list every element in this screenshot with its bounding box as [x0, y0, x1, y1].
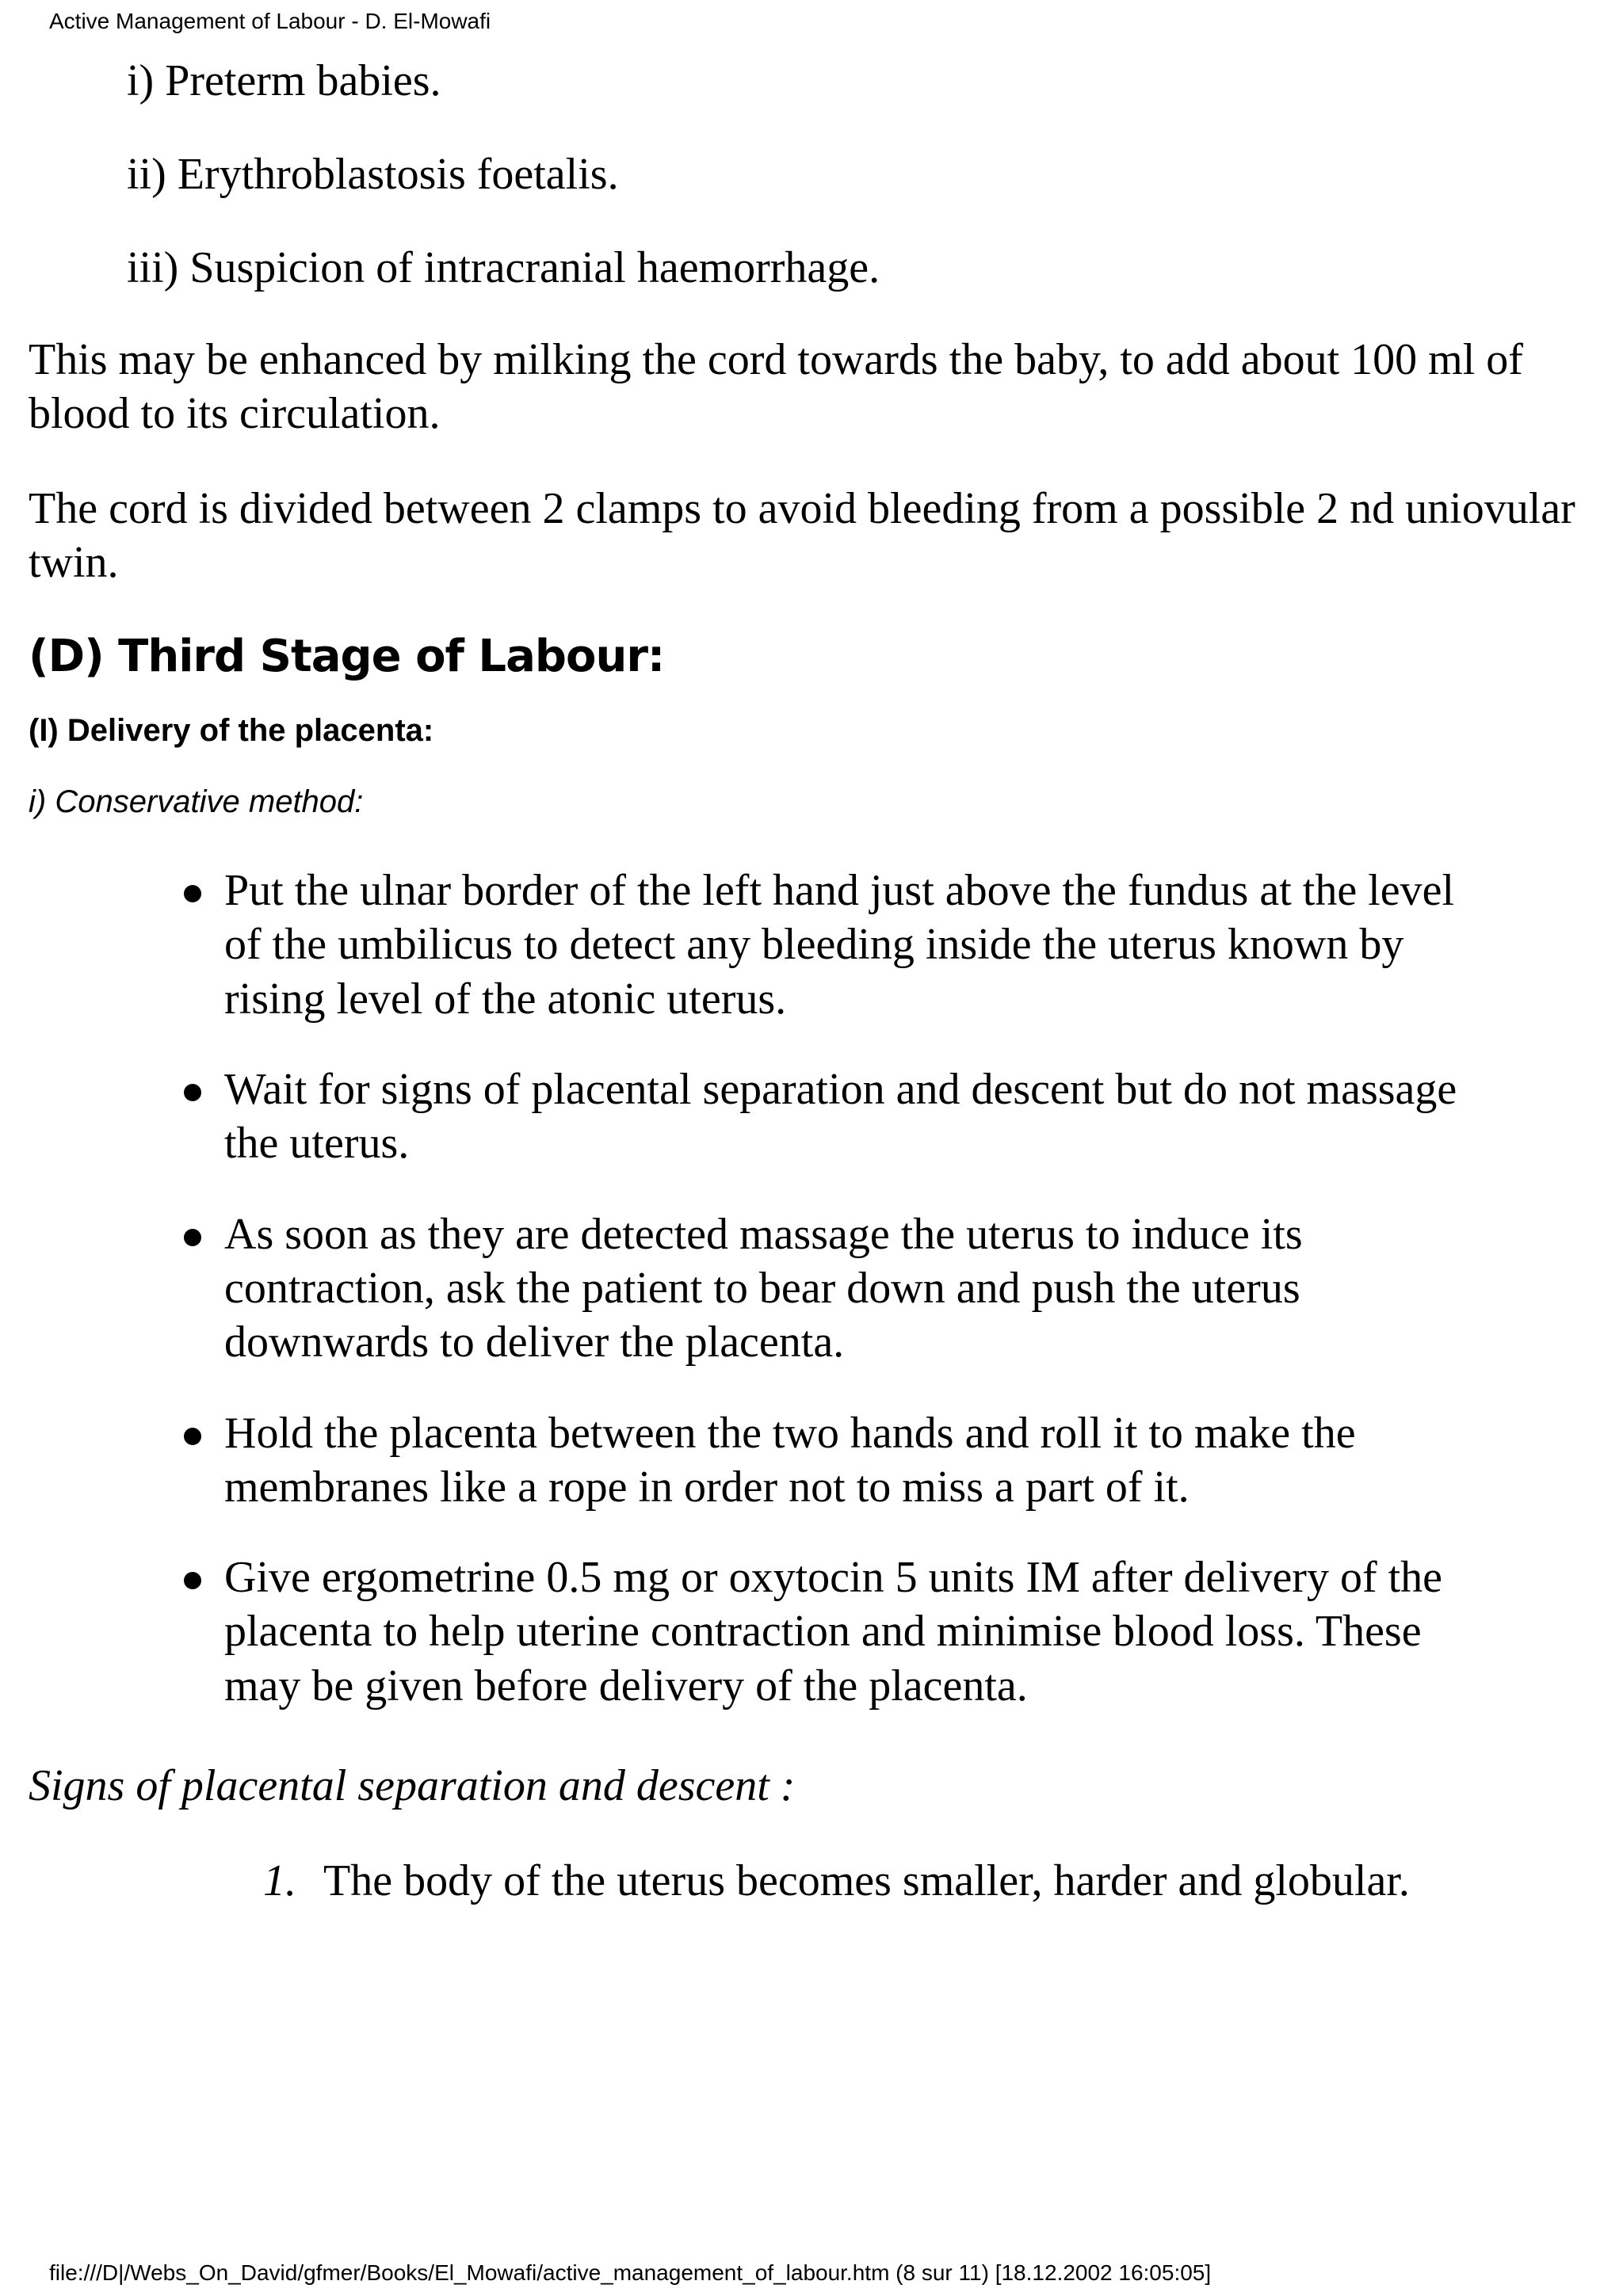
- bullet-text: Hold the placenta between the two hands and roll it to make the membranes like a rope in order not to miss a part of it.: [224, 1408, 1356, 1512]
- bullet-dot-icon: [184, 1229, 201, 1246]
- list-item-erythroblastosis: ii) Erythroblastosis foetalis.: [127, 150, 619, 199]
- list-item-preterm: i) Preterm babies.: [127, 56, 441, 105]
- bullet-item: [0, 1550, 1492, 1713]
- bullet-dot-icon: [184, 1084, 201, 1101]
- numbered-list-item: [263, 1854, 1433, 1908]
- bullet-item: [0, 864, 1492, 1026]
- bullet-text: Give ergometrine 0.5 mg or oxytocin 5 units IM after delivery of the placenta to help uterine contraction and minimise blood loss. These may be given before delivery of the placenta.: [224, 1553, 1443, 1711]
- method-label-conservative: i) Conservative method:: [29, 784, 364, 819]
- bullet-item: [0, 1406, 1492, 1515]
- bullet-text: As soon as they are detected massage the uterus to induce its contraction, ask the patient to bear down and push the uterus downwards to deliver the placenta.: [224, 1209, 1303, 1367]
- paragraph-cord-division: The cord is divided between 2 clamps to avoid bleeding from a possible 2 nd uniovular twin.: [29, 484, 1575, 588]
- bullet-dot-icon: [184, 885, 201, 902]
- page-footer-url: file:///D|/Webs_On_David/gfmer/Books/El_Mowafi/active_management_of_labour.htm (8 sur 11) [18.12.2002 16:05:05]: [49, 2260, 1212, 2285]
- bullet-item: [0, 1062, 1492, 1171]
- subheading-delivery-placenta: (I) Delivery of the placenta:: [29, 713, 434, 748]
- page-header-title: Active Management of Labour - D. El-Mowafi: [49, 9, 491, 33]
- bullet-text: Wait for signs of placental separation and descent but do not massage the uterus.: [224, 1064, 1457, 1169]
- bullet-dot-icon: [184, 1428, 201, 1445]
- numbered-marker: 1.: [263, 1856, 296, 1905]
- bullet-text: Put the ulnar border of the left hand just above the fundus at the level of the umbilicus to detect any bleeding inside the uterus known by rising level of the atonic uterus.: [224, 866, 1455, 1024]
- signs-heading: Signs of placental separation and descent :: [29, 1761, 796, 1810]
- paragraph-milking-cord: This may be enhanced by milking the cord towards the baby, to add about 100 ml of blood to its circulation.: [29, 335, 1523, 439]
- bullet-dot-icon: [184, 1572, 201, 1589]
- list-item-intracranial: iii) Suspicion of intracranial haemorrhage.: [127, 243, 880, 292]
- bullet-item: [0, 1207, 1492, 1370]
- numbered-item-text: The body of the uterus becomes smaller, harder and globular.: [323, 1856, 1410, 1905]
- bullet-list: [0, 864, 1623, 1749]
- section-heading: (D) Third Stage of Labour:: [29, 631, 665, 682]
